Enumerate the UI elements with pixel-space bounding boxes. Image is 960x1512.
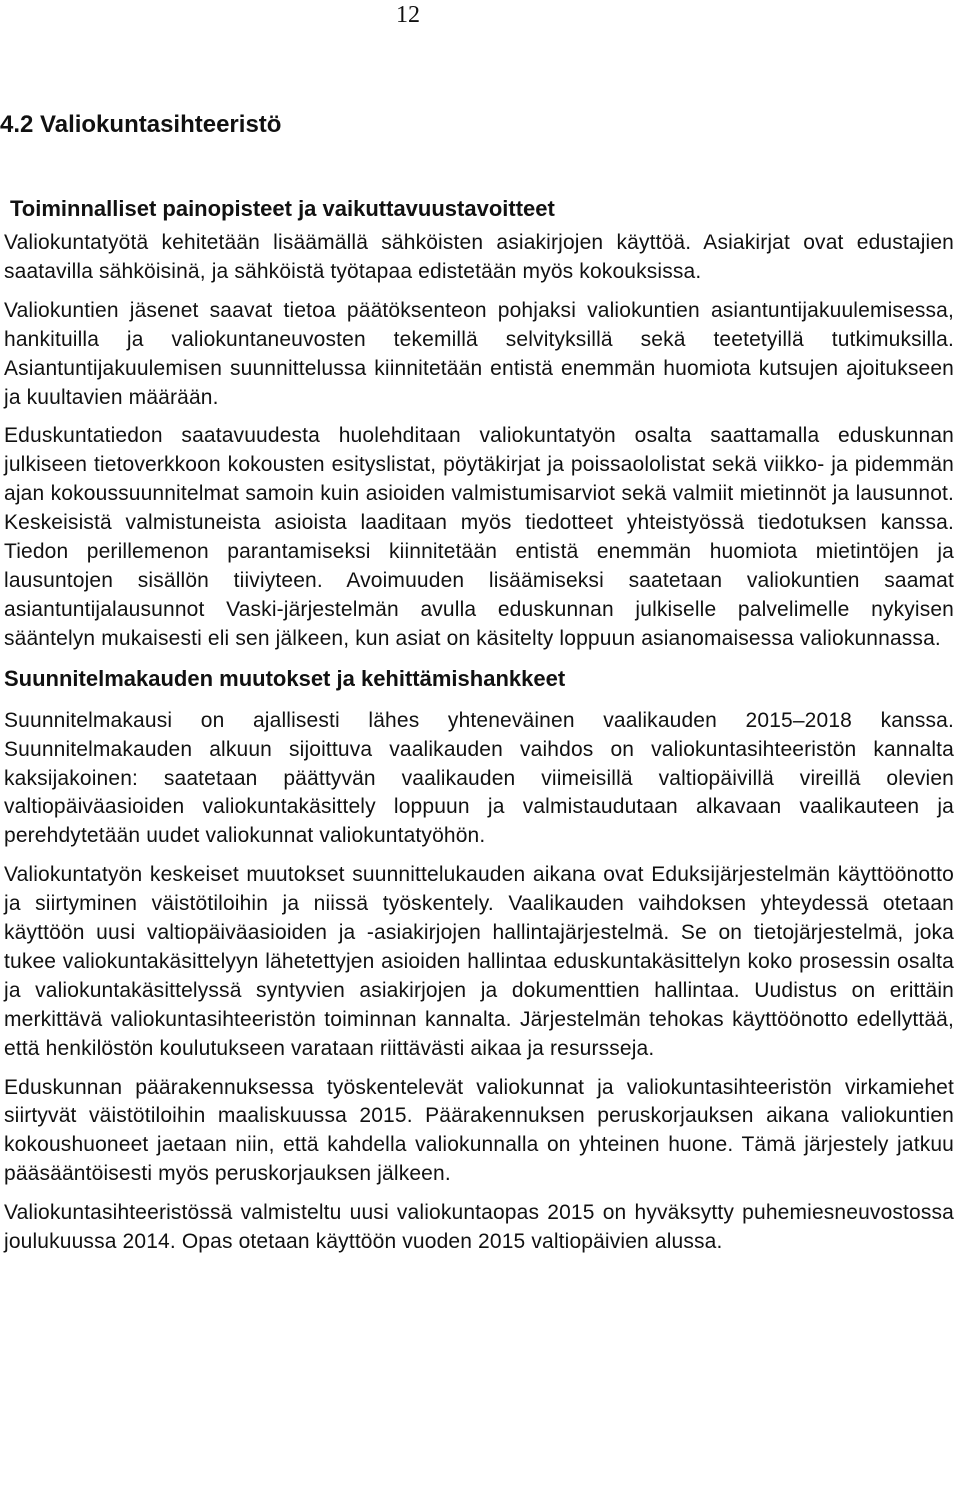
paragraph-2: Valiokuntien jäsenet saavat tietoa päätöksenteon pohjaksi valiokuntien asiantuntijakuulemisessa, hankituilla ja valiokuntaneuvosten tekemillä selvityksillä sekä teetetyillä tutkimuksilla. Asiantuntijakuulemisen suunnittelussa kiinnitetään entistä enemmän huomiota kutsujen ajoitukseen ja kuultavien määrään. bbox=[4, 298, 954, 409]
paragraph-5: Valiokuntatyön keskeiset muutokset suunnittelukauden aikana ovat Eduksijärjestelmän käyttöönotto ja siirtyminen väistötiloihin ja niissä työskentely. Vaalikauden vaihdoksen yhteydessä otetaan käyttöön uusi valtiopäiväasioiden ja -asiakirjojen hallintajärjestelmä. Se on tietojärjestelmä, joka tukee valiokuntakäsittelyyn lähetettyjen asioiden hallintaa eduskuntakäsittelyn koko prosessin osalta ja valiokuntakäsittelyssä syntyvien asiakirjojen ja dokumenttien hallintaa. Uudistus on erittäin merkittävä valiokuntasihteeristön toiminnan kannalta. Järjestelmän tehokas käyttöönotto edellyttää, että henkilöstön koulutukseen varataan riittävästi aikaa ja resursseja. bbox=[4, 863, 954, 1060]
section-title: 4.2 Valiokuntasihteeristö bbox=[0, 111, 282, 138]
paragraph-4: Suunnitelmakausi on ajallisesti lähes yhteneväinen vaalikauden 2015–2018 kanssa. Suunnitelmakauden alkuun sijoittuva vaalikauden vaihdos on valiokuntasihteeristön kannalta kaksijakoinen: saatetaan päättyvän vaalikauden viimeisillä valtiopäivillä vireillä olevien valtiopäiväasioiden valiokuntakäsittely loppuun ja valmistaudutaan alkavaan vaalikauteen ja perehdytetään uudet valiokunnat valiokuntatyöhön. bbox=[4, 708, 954, 848]
page-number: 12 bbox=[396, 2, 420, 28]
document-body bbox=[4, 194, 954, 1267]
subheading-painopisteet: Toiminnalliset painopisteet ja vaikuttavuustavoitteet bbox=[10, 196, 555, 221]
subheading-muutokset: Suunnitelmakauden muutokset ja kehittämishankkeet bbox=[4, 665, 566, 691]
paragraph-6: Eduskunnan päärakennuksessa työskentelevät valiokunnat ja valiokuntasihteeristön virkamiehet siirtyvät väistötiloihin maaliskuussa 2015. Päärakennuksen peruskorjauksen aikana valiokuntien kokoushuoneet jaetaan niin, että kahdella valiokunnalla on yhteinen huone. Tämä järjestely jatkuu pääsääntöisesti myös peruskorjauksen jälkeen. bbox=[4, 1075, 954, 1186]
paragraph-3: Eduskuntatiedon saatavuudesta huolehditaan valiokuntatyön osalta saattamalla eduskunnan julkiseen tietoverkkoon kokousten esityslistat, pöytäkirjat ja poissaololistat sekä viikko- ja pidemmän ajan kokoussuunnitelmat samoin kuin asioiden valmistumisarviot sekä valmiit mietinnöt ja lausunnot. Keskeisistä valmistuneista asioista laaditaan myös tiedotteet yhteistyössä tiedotuksen kanssa. Tiedon perillemenon parantamiseksi kiinnitetään entistä enemmän huomiota mietintöjen ja lausuntojen sisällön tiiviyteen. Avoimuuden lisäämiseksi saatetaan valiokuntien saamat asiantuntijalausunnot Vaski-järjestelmän avulla eduskunnan julkiselle palvelimelle nykyisen sääntelyn mukaisesti eli sen jälkeen, kun asiat on käsitelty loppuun asianomaisessa valiokunnassa. bbox=[4, 424, 954, 650]
paragraph-1: Valiokuntatyötä kehitetään lisäämällä sähköisten asiakirjojen käyttöä. Asiakirjat ovat edustajien saatavilla sähköisinä, ja sähköistä työtapaa edistetään myös kokouksissa. bbox=[4, 231, 954, 283]
paragraph-7: Valiokuntasihteeristössä valmisteltu uusi valiokuntaopas 2015 on hyväksytty puhemiesneuvostossa joulukuussa 2014. Opas otetaan käyttöön vuoden 2015 valtiopäivien alussa. bbox=[4, 1201, 954, 1254]
